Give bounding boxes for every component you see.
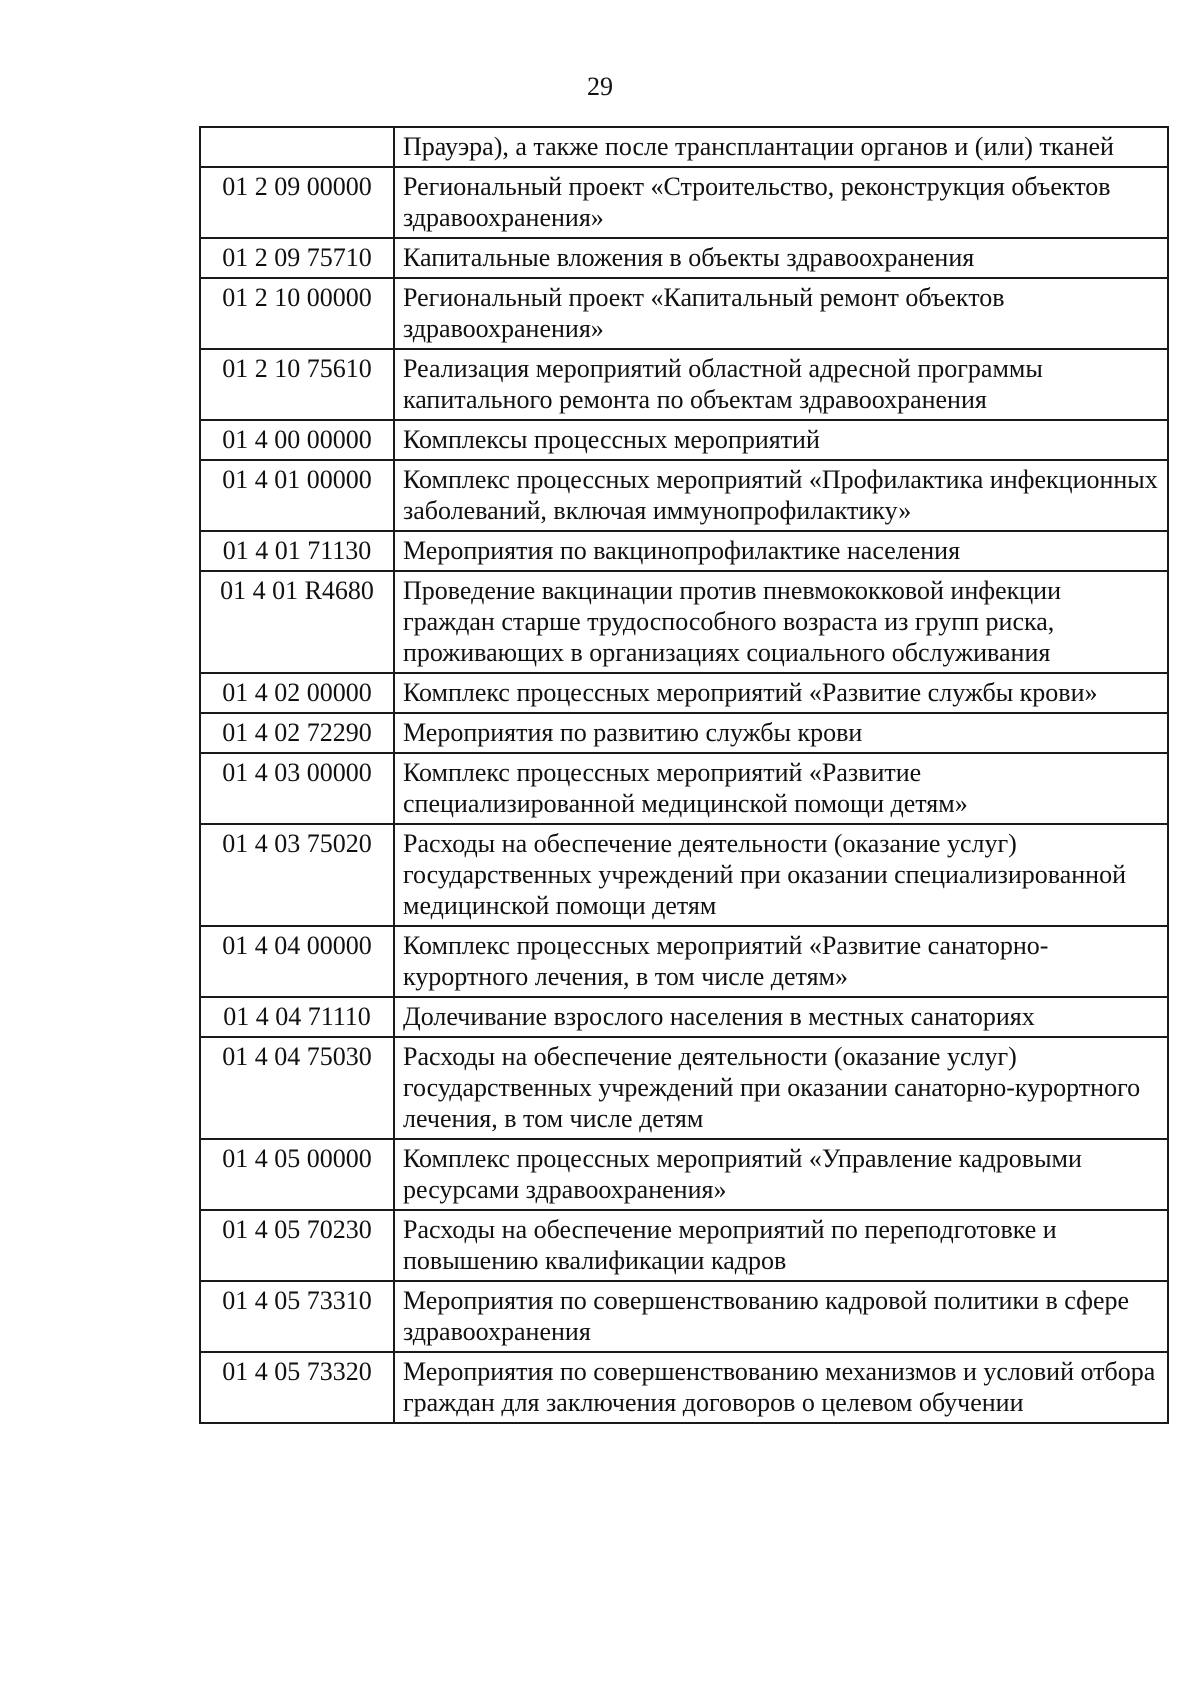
table-row (200, 460, 1168, 531)
row-description: Региональный проект «Строительство, реконструкция объектов здравоохранения» (394, 167, 1168, 238)
row-description: Мероприятия по совершенствованию механизмов и условий отбора граждан для заключения договоров о целевом обучении (394, 1352, 1168, 1423)
table-row (200, 127, 1168, 167)
row-description: Комплекс процессных мероприятий «Развитие специализированной медицинской помощи детям» (394, 753, 1168, 824)
table-row (200, 1352, 1168, 1423)
row-description: Комплекс процессных мероприятий «Развитие санаторно-курортного лечения, в том числе детям» (394, 926, 1168, 997)
row-description: Комплекс процессных мероприятий «Профилактика инфекционных заболеваний, включая иммунопрофилактику» (394, 460, 1168, 531)
row-description: Комплексы процессных мероприятий (394, 420, 1168, 460)
page-number: 29 (587, 72, 613, 101)
row-code: 01 4 02 72290 (200, 713, 394, 753)
table-row (200, 713, 1168, 753)
row-description: Проведение вакцинации против пневмококковой инфекции граждан старше трудоспособного возраста из групп риска, проживающих в организациях социального обслуживания (394, 571, 1168, 673)
row-description: Расходы на обеспечение деятельности (оказание услуг) государственных учреждений при оказании санаторно-курортного лечения, в том числе детям (394, 1037, 1168, 1139)
row-code: 01 2 09 75710 (200, 238, 394, 278)
table-row (200, 349, 1168, 420)
table-row (200, 673, 1168, 713)
table-row (200, 1281, 1168, 1352)
row-description: Расходы на обеспечение деятельности (оказание услуг) государственных учреждений при оказании специализированной медицинской помощи детям (394, 824, 1168, 926)
row-code (200, 127, 394, 167)
row-description: Мероприятия по развитию службы крови (394, 713, 1168, 753)
table-row (200, 420, 1168, 460)
table-row (200, 1210, 1168, 1281)
table-row (200, 1037, 1168, 1139)
row-code: 01 2 10 00000 (200, 278, 394, 349)
row-description: Комплекс процессных мероприятий «Развитие службы крови» (394, 673, 1168, 713)
table-row (200, 571, 1168, 673)
row-description: Мероприятия по вакцинопрофилактике населения (394, 531, 1168, 571)
row-description: Комплекс процессных мероприятий «Управление кадровыми ресурсами здравоохранения» (394, 1139, 1168, 1210)
row-code: 01 4 05 00000 (200, 1139, 394, 1210)
row-code: 01 4 04 71110 (200, 997, 394, 1037)
table-row (200, 997, 1168, 1037)
row-code: 01 4 05 73310 (200, 1281, 394, 1352)
row-code: 01 2 10 75610 (200, 349, 394, 420)
row-code: 01 4 01 00000 (200, 460, 394, 531)
row-code: 01 4 03 00000 (200, 753, 394, 824)
table-row (200, 824, 1168, 926)
table-row (200, 753, 1168, 824)
budget-classification-table (199, 126, 1169, 1424)
row-description: Реализация мероприятий областной адресной программы капитального ремонта по объектам здравоохранения (394, 349, 1168, 420)
table-row (200, 531, 1168, 571)
table-row (200, 926, 1168, 997)
row-description: Расходы на обеспечение мероприятий по переподготовке и повышению квалификации кадров (394, 1210, 1168, 1281)
row-description: Прауэра), а также после трансплантации органов и (или) тканей (394, 127, 1168, 167)
table-row (200, 167, 1168, 238)
row-code: 01 4 03 75020 (200, 824, 394, 926)
row-description: Долечивание взрослого населения в местных санаториях (394, 997, 1168, 1037)
row-code: 01 4 01 71130 (200, 531, 394, 571)
row-description: Региональный проект «Капитальный ремонт объектов здравоохранения» (394, 278, 1168, 349)
table-row (200, 238, 1168, 278)
row-code: 01 4 05 70230 (200, 1210, 394, 1281)
table-row (200, 278, 1168, 349)
row-description: Капитальные вложения в объекты здравоохранения (394, 238, 1168, 278)
row-code: 01 4 00 00000 (200, 420, 394, 460)
row-code: 01 2 09 00000 (200, 167, 394, 238)
table-row (200, 1139, 1168, 1210)
row-code: 01 4 01 R4680 (200, 571, 394, 673)
row-description: Мероприятия по совершенствованию кадровой политики в сфере здравоохранения (394, 1281, 1168, 1352)
row-code: 01 4 05 73320 (200, 1352, 394, 1423)
row-code: 01 4 04 75030 (200, 1037, 394, 1139)
row-code: 01 4 04 00000 (200, 926, 394, 997)
row-code: 01 4 02 00000 (200, 673, 394, 713)
